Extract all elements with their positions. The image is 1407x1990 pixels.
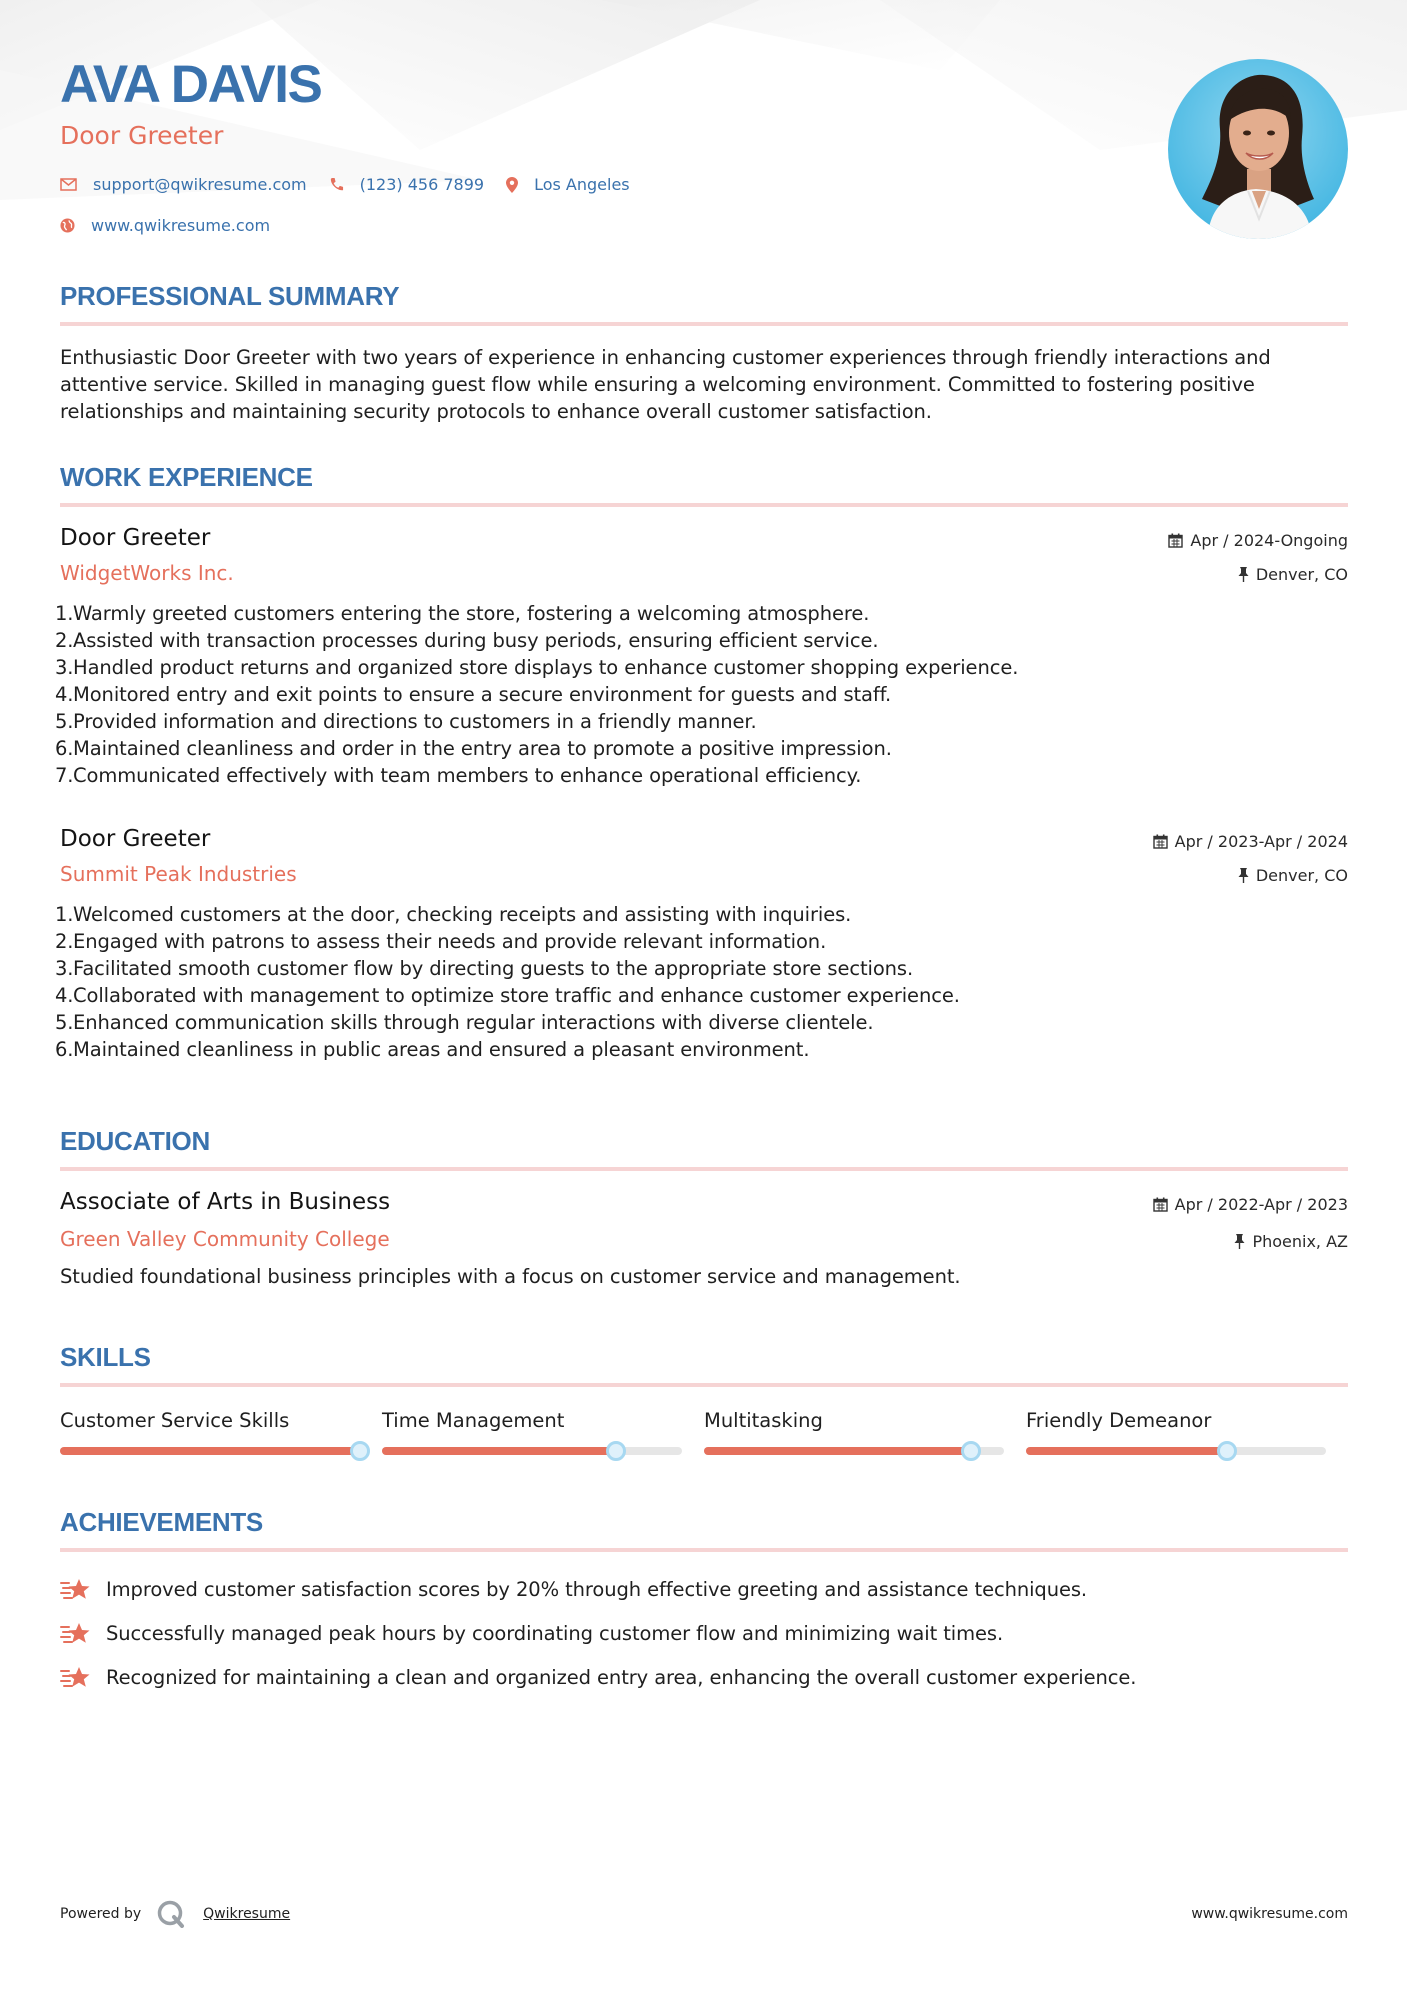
list-item: 6. Maintained cleanliness and order in the entry area to promote a positive impression. (55, 737, 892, 760)
job-location: Denver, CO (1255, 565, 1348, 584)
summary-heading: PROFESSIONAL SUMMARY (60, 281, 400, 311)
skill-level-knob (350, 1441, 370, 1461)
list-item: 3. Handled product returns and organized store displays to enhance customer shopping experience. (55, 656, 1019, 679)
calendar-icon (1153, 1197, 1168, 1212)
phone-text: (123) 456 7899 (359, 175, 485, 194)
section-divider (60, 322, 1348, 326)
list-item: 4. Monitored entry and exit points to ensure a secure environment for guests and staff. (55, 683, 892, 706)
achievement-item (60, 1567, 1348, 1611)
job-meta (1153, 826, 1348, 885)
qwikresume-logo-icon (157, 1900, 187, 1928)
pushpin-icon (1234, 1234, 1245, 1249)
skills-list (60, 1409, 1348, 1455)
list-item: 2. Engaged with patrons to assess their needs and provide relevant information. (55, 930, 827, 953)
shooting-star-icon (60, 1664, 92, 1690)
envelope-icon (60, 178, 77, 191)
education-meta (1153, 1189, 1348, 1251)
job-dates: Apr / 2024-Ongoing (1190, 531, 1348, 550)
pushpin-icon (1238, 868, 1249, 883)
profile-photo-illustration (1168, 59, 1348, 239)
contact-location (506, 175, 630, 194)
job-bullets (55, 600, 1348, 789)
skill-name: Customer Service Skills (60, 1409, 290, 1432)
skill-level-bar (1026, 1447, 1326, 1455)
calendar-icon (1153, 834, 1168, 849)
achievements-section (60, 1509, 1348, 1699)
skill-level-knob (1217, 1441, 1237, 1461)
education-description: Studied foundational business principles with a focus on customer service and management. (60, 1265, 961, 1288)
summary-section (60, 283, 1348, 425)
candidate-name: AVA DAVIS (60, 55, 322, 114)
skill-level-fill (382, 1447, 616, 1455)
skill-name: Friendly Demeanor (1026, 1409, 1212, 1432)
contact-website[interactable] (60, 216, 270, 235)
education-heading: EDUCATION (60, 1126, 210, 1156)
list-item: 5. Enhanced communication skills through regular interactions with diverse clientele. (55, 1011, 874, 1034)
powered-by-label: Powered by (60, 1906, 142, 1922)
calendar-icon (1168, 533, 1183, 548)
footer-website[interactable]: www.qwikresume.com (1191, 1906, 1348, 1922)
experience-heading: WORK EXPERIENCE (60, 462, 313, 492)
school-name: Green Valley Community College (60, 1227, 390, 1251)
skill-level-knob (606, 1441, 626, 1461)
contact-phone[interactable] (329, 175, 484, 194)
map-pin-icon (506, 177, 518, 193)
contact-row (60, 175, 1130, 194)
achievements-list (60, 1567, 1348, 1699)
list-item: 5. Provided information and directions to customers in a friendly manner. (55, 710, 757, 733)
skills-heading: SKILLS (60, 1342, 151, 1372)
globe-icon (60, 218, 75, 233)
job-title: Door Greeter (60, 826, 211, 852)
job-meta (1168, 525, 1348, 584)
achievement-text: Recognized for maintaining a clean and organized entry area, enhancing the overall customer experience. (106, 1665, 1137, 1689)
resume-header (60, 55, 1130, 235)
pushpin-icon (1238, 567, 1249, 582)
achievement-text: Improved customer satisfaction scores by 20% through effective greeting and assistance techniques. (106, 1577, 1088, 1601)
job-dates: Apr / 2023-Apr / 2024 (1174, 832, 1348, 851)
skill-name: Multitasking (704, 1409, 823, 1432)
skill-level-knob (961, 1441, 981, 1461)
summary-text: Enthusiastic Door Greeter with two years of experience in enhancing customer experiences through friendly interactions and attentive service. Skilled in managing guest flow while ensuring a welcoming environment. Committed to fostering positive relationships and maintaining security protocols to enhance overall customer satisfaction. (60, 346, 1271, 423)
section-divider (60, 503, 1348, 507)
achievement-item (60, 1655, 1348, 1699)
list-item: 4. Collaborated with management to optimize store traffic and enhance customer experience. (55, 984, 960, 1007)
phone-icon (329, 177, 344, 192)
degree-title: Associate of Arts in Business (60, 1189, 391, 1215)
education-location: Phoenix, AZ (1252, 1232, 1348, 1251)
section-divider (60, 1167, 1348, 1171)
job-title: Door Greeter (60, 525, 211, 551)
contact-row-website (60, 216, 1130, 235)
shooting-star-icon (60, 1576, 92, 1602)
skill-level-fill (704, 1447, 971, 1455)
achievement-item (60, 1611, 1348, 1655)
achievements-heading: ACHIEVEMENTS (60, 1507, 263, 1537)
skill-item (704, 1409, 1026, 1455)
skill-item (1026, 1409, 1348, 1455)
profile-photo (1168, 59, 1348, 239)
list-item: 1. Welcomed customers at the door, checking receipts and assisting with inquiries. (55, 903, 852, 926)
skill-level-fill (1026, 1447, 1227, 1455)
job-company: Summit Peak Industries (60, 862, 297, 886)
page-footer (60, 1900, 1348, 1928)
job-bullets (55, 901, 1348, 1063)
contact-email[interactable] (60, 175, 307, 194)
skill-item (382, 1409, 704, 1455)
skill-level-fill (60, 1447, 360, 1455)
experience-section (60, 464, 1348, 507)
job-company: WidgetWorks Inc. (60, 561, 234, 585)
section-divider (60, 1548, 1348, 1552)
skill-level-bar (382, 1447, 682, 1455)
job-entry (55, 525, 1348, 789)
job-entry (55, 826, 1348, 1063)
skill-name: Time Management (382, 1409, 565, 1432)
email-text: support@qwikresume.com (93, 175, 307, 194)
list-item: 3. Facilitated smooth customer flow by directing guests to the appropriate store sections. (55, 957, 914, 980)
list-item: 2. Assisted with transaction processes during busy periods, ensuring efficient service. (55, 629, 879, 652)
qwikresume-link[interactable]: Qwikresume (203, 1906, 291, 1922)
skills-section (60, 1344, 1348, 1455)
job-location: Denver, CO (1255, 866, 1348, 885)
candidate-role: Door Greeter (60, 121, 224, 150)
skill-level-bar (60, 1447, 360, 1455)
list-item: 1. Warmly greeted customers entering the store, fostering a welcoming atmosphere. (55, 602, 870, 625)
list-item: 6. Maintained cleanliness in public areas and ensured a pleasant environment. (55, 1038, 810, 1061)
shooting-star-icon (60, 1620, 92, 1646)
section-divider (60, 1383, 1348, 1387)
powered-by (60, 1900, 290, 1928)
website-text: www.qwikresume.com (91, 216, 271, 235)
education-dates: Apr / 2022-Apr / 2023 (1174, 1195, 1348, 1214)
skill-item (60, 1409, 382, 1455)
location-text: Los Angeles (534, 175, 630, 194)
education-section (60, 1128, 1348, 1288)
achievement-text: Successfully managed peak hours by coordinating customer flow and minimizing wait times. (106, 1621, 1004, 1645)
skill-level-bar (704, 1447, 1004, 1455)
list-item: 7. Communicated effectively with team members to enhance operational efficiency. (55, 764, 862, 787)
